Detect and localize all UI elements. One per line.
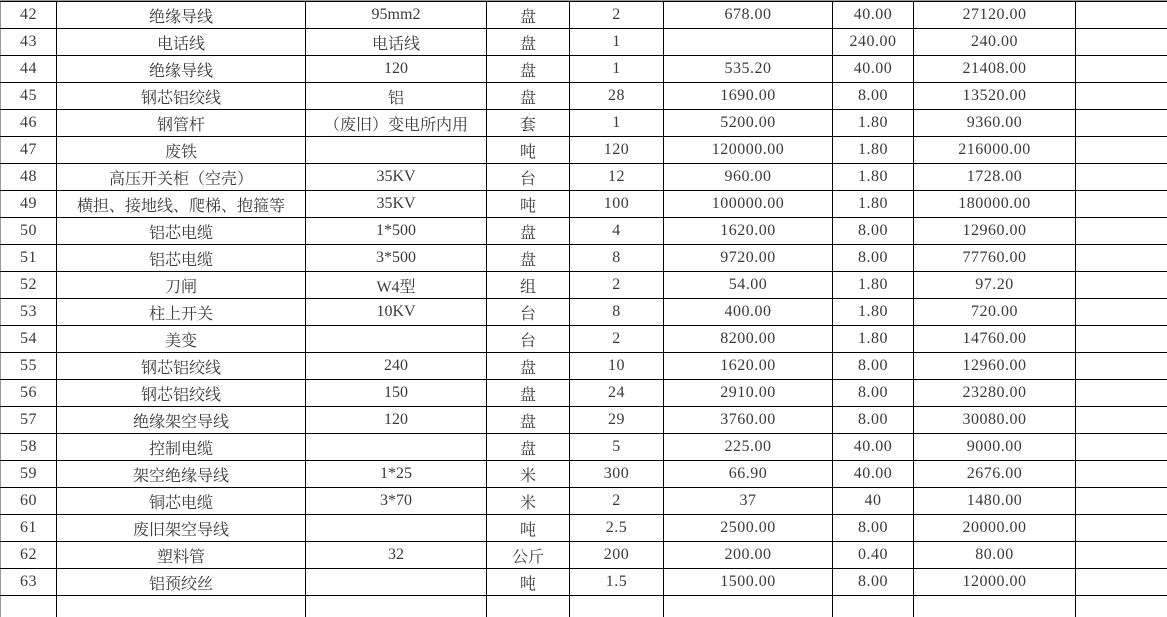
cell-blank (1076, 569, 1167, 596)
cell-unit: 盘 (487, 56, 570, 83)
cell-row-number: 58 (1, 434, 57, 461)
cell-amount: 2676.00 (914, 461, 1076, 488)
cell-row-number: 60 (1, 488, 57, 515)
cell-rate: 1.80 (833, 110, 914, 137)
cell-blank (1076, 2, 1167, 29)
cell-amount: 27120.00 (914, 2, 1076, 29)
cell-amount: 77760.00 (914, 245, 1076, 272)
cell-unit: 套 (487, 110, 570, 137)
cell-blank (1076, 272, 1167, 299)
cell-unit-price: 66.90 (664, 461, 833, 488)
cell-rate: 40.00 (833, 56, 914, 83)
cell-row-number: 46 (1, 110, 57, 137)
cell-quantity: 2 (570, 326, 664, 353)
cell-amount: 9360.00 (914, 110, 1076, 137)
cell-blank (1076, 353, 1167, 380)
cell-spec: 铝 (306, 83, 487, 110)
table-row (1, 29, 1167, 56)
table-row (1, 326, 1167, 353)
cell-unit-price (664, 596, 833, 617)
cell-unit-price: 37 (664, 488, 833, 515)
cell-item-name: 绝缘导线 (57, 56, 306, 83)
cell-blank (1076, 164, 1167, 191)
cell-amount: 21408.00 (914, 56, 1076, 83)
table-row (1, 569, 1167, 596)
cell-item-name: 绝缘导线 (57, 2, 306, 29)
cell-row-number: 47 (1, 137, 57, 164)
cell-row-number: 42 (1, 2, 57, 29)
cell-spec: 1*25 (306, 461, 487, 488)
cell-quantity: 1 (570, 29, 664, 56)
cell-amount: 30080.00 (914, 407, 1076, 434)
cell-item-name: 控制电缆 (57, 434, 306, 461)
cell-item-name: 美变 (57, 326, 306, 353)
cell-spec (306, 434, 487, 461)
cell-amount: 180000.00 (914, 191, 1076, 218)
cell-rate: 1.80 (833, 137, 914, 164)
cell-blank (1076, 110, 1167, 137)
cell-row-number: 45 (1, 83, 57, 110)
cell-unit: 吨 (487, 515, 570, 542)
cell-quantity: 100 (570, 191, 664, 218)
cell-item-name: 钢芯铝绞线 (57, 83, 306, 110)
table-row (1, 407, 1167, 434)
cell-rate: 1.80 (833, 272, 914, 299)
cell-blank (1076, 380, 1167, 407)
cell-unit: 盘 (487, 83, 570, 110)
cell-unit-price: 535.20 (664, 56, 833, 83)
cell-amount: 12960.00 (914, 218, 1076, 245)
cell-amount: 20000.00 (914, 515, 1076, 542)
partial-row-body (1, 596, 1167, 617)
table-row (1, 137, 1167, 164)
cell-quantity: 10 (570, 353, 664, 380)
cell-rate: 40.00 (833, 2, 914, 29)
table-row (1, 164, 1167, 191)
cell-amount: 9000.00 (914, 434, 1076, 461)
cell-amount: 14760.00 (914, 326, 1076, 353)
table-row (1, 83, 1167, 110)
cell-row-number: 43 (1, 29, 57, 56)
cell-item-name: 绝缘架空导线 (57, 407, 306, 434)
cell-unit: 吨 (487, 191, 570, 218)
cell-unit: 盘 (487, 380, 570, 407)
cell-blank (1076, 542, 1167, 569)
cell-unit-price: 1500.00 (664, 569, 833, 596)
cell-unit: 盘 (487, 218, 570, 245)
cell-unit-price: 8200.00 (664, 326, 833, 353)
cell-unit-price: 200.00 (664, 542, 833, 569)
table-row (1, 191, 1167, 218)
cell-spec (306, 326, 487, 353)
table-row (1, 272, 1167, 299)
cell-blank (1076, 299, 1167, 326)
cell-rate: 40.00 (833, 461, 914, 488)
cell-blank (1076, 326, 1167, 353)
cell-row-number: 48 (1, 164, 57, 191)
cell-row-number: 55 (1, 353, 57, 380)
cell-spec: 3*70 (306, 488, 487, 515)
table-row (1, 245, 1167, 272)
cell-row-number: 44 (1, 56, 57, 83)
cell-unit-price: 120000.00 (664, 137, 833, 164)
table-row (1, 2, 1167, 29)
cell-rate: 1.80 (833, 191, 914, 218)
cell-item-name: 柱上开关 (57, 299, 306, 326)
materials-table (0, 1, 1167, 617)
cell-quantity: 1.5 (570, 569, 664, 596)
table-row (1, 299, 1167, 326)
cell-row-number: 53 (1, 299, 57, 326)
cell-amount: 1480.00 (914, 488, 1076, 515)
cell-rate: 1.80 (833, 326, 914, 353)
cell-quantity: 8 (570, 299, 664, 326)
cell-quantity: 5 (570, 434, 664, 461)
cell-row-number: 57 (1, 407, 57, 434)
cell-blank (1076, 137, 1167, 164)
cell-spec: 10KV (306, 299, 487, 326)
cell-unit: 吨 (487, 137, 570, 164)
cell-unit (487, 596, 570, 617)
cell-spec (306, 569, 487, 596)
cell-row-number: 52 (1, 272, 57, 299)
cell-rate (833, 596, 914, 617)
cell-unit-price: 5200.00 (664, 110, 833, 137)
cell-unit: 台 (487, 326, 570, 353)
cell-blank (1076, 596, 1167, 617)
cell-quantity: 1 (570, 56, 664, 83)
cell-rate: 8.00 (833, 515, 914, 542)
cell-unit-price: 100000.00 (664, 191, 833, 218)
cell-item-name: 塑料管 (57, 542, 306, 569)
table-row (1, 515, 1167, 542)
cell-item-name: 高压开关柜（空壳） (57, 164, 306, 191)
cell-unit-price: 3760.00 (664, 407, 833, 434)
cell-rate: 8.00 (833, 407, 914, 434)
cell-rate: 8.00 (833, 245, 914, 272)
cell-unit-price: 225.00 (664, 434, 833, 461)
cell-amount: 97.20 (914, 272, 1076, 299)
cell-spec: 120 (306, 56, 487, 83)
table-row (1, 218, 1167, 245)
cell-item-name: 铝预绞丝 (57, 569, 306, 596)
cell-spec: 120 (306, 407, 487, 434)
cell-unit: 盘 (487, 353, 570, 380)
table-row (1, 380, 1167, 407)
partial-table-row (1, 596, 1167, 617)
cell-row-number: 51 (1, 245, 57, 272)
table-row (1, 110, 1167, 137)
cell-spec: （废旧）变电所内用 (306, 110, 487, 137)
cell-unit: 台 (487, 299, 570, 326)
cell-quantity: 1 (570, 110, 664, 137)
cell-amount: 720.00 (914, 299, 1076, 326)
cell-unit-price: 2910.00 (664, 380, 833, 407)
cell-item-name: 铝芯电缆 (57, 245, 306, 272)
cell-item-name: 铜芯电缆 (57, 488, 306, 515)
cell-spec: 35KV (306, 164, 487, 191)
cell-rate: 240.00 (833, 29, 914, 56)
cell-rate: 40 (833, 488, 914, 515)
cell-amount: 1728.00 (914, 164, 1076, 191)
cell-unit-price: 678.00 (664, 2, 833, 29)
table-row (1, 434, 1167, 461)
cell-unit-price: 54.00 (664, 272, 833, 299)
cell-blank (1076, 29, 1167, 56)
cell-unit: 盘 (487, 245, 570, 272)
cell-blank (1076, 83, 1167, 110)
cell-rate: 1.80 (833, 299, 914, 326)
cell-row-number: 63 (1, 569, 57, 596)
cell-spec (306, 515, 487, 542)
cell-row-number: 61 (1, 515, 57, 542)
cell-quantity: 300 (570, 461, 664, 488)
cell-unit: 盘 (487, 434, 570, 461)
cell-blank (1076, 461, 1167, 488)
cell-unit-price: 400.00 (664, 299, 833, 326)
cell-row-number: 59 (1, 461, 57, 488)
cell-item-name: 铝芯电缆 (57, 218, 306, 245)
table-row (1, 56, 1167, 83)
cell-amount: 240.00 (914, 29, 1076, 56)
cell-spec: 1*500 (306, 218, 487, 245)
cell-quantity: 2 (570, 2, 664, 29)
cell-amount: 13520.00 (914, 83, 1076, 110)
cell-spec (306, 596, 487, 617)
cell-item-name: 刀闸 (57, 272, 306, 299)
cell-rate: 8.00 (833, 83, 914, 110)
cell-amount: 80.00 (914, 542, 1076, 569)
cell-blank (1076, 56, 1167, 83)
cell-unit-price: 1620.00 (664, 353, 833, 380)
cell-unit: 盘 (487, 2, 570, 29)
cell-spec: 3*500 (306, 245, 487, 272)
cell-unit-price: 1690.00 (664, 83, 833, 110)
cell-row-number: 49 (1, 191, 57, 218)
cell-spec: 电话线 (306, 29, 487, 56)
cell-spec: 32 (306, 542, 487, 569)
cell-blank (1076, 488, 1167, 515)
table-row (1, 488, 1167, 515)
cell-unit-price: 9720.00 (664, 245, 833, 272)
cell-unit: 组 (487, 272, 570, 299)
cell-quantity: 2 (570, 488, 664, 515)
cell-unit-price: 2500.00 (664, 515, 833, 542)
cell-spec (306, 137, 487, 164)
cell-rate: 8.00 (833, 380, 914, 407)
cell-item-name: 架空绝缘导线 (57, 461, 306, 488)
cell-row-number: 56 (1, 380, 57, 407)
cell-blank (1076, 515, 1167, 542)
cell-unit-price: 1620.00 (664, 218, 833, 245)
cell-amount: 12960.00 (914, 353, 1076, 380)
cell-quantity: 2.5 (570, 515, 664, 542)
table-row (1, 542, 1167, 569)
cell-blank (1076, 407, 1167, 434)
cell-blank (1076, 218, 1167, 245)
cell-item-name: 钢芯铝绞线 (57, 353, 306, 380)
cell-blank (1076, 434, 1167, 461)
cell-quantity: 12 (570, 164, 664, 191)
cell-item-name: 钢芯铝绞线 (57, 380, 306, 407)
cell-spec: 150 (306, 380, 487, 407)
cell-row-number: 50 (1, 218, 57, 245)
cell-unit: 盘 (487, 407, 570, 434)
cell-rate: 40.00 (833, 434, 914, 461)
table-row (1, 353, 1167, 380)
cell-blank (1076, 245, 1167, 272)
cell-row-number (1, 596, 57, 617)
cell-row-number: 54 (1, 326, 57, 353)
cell-spec: 95mm2 (306, 2, 487, 29)
cell-quantity: 24 (570, 380, 664, 407)
cell-rate: 8.00 (833, 569, 914, 596)
cell-unit: 盘 (487, 29, 570, 56)
cell-item-name (57, 596, 306, 617)
cell-spec: 240 (306, 353, 487, 380)
cell-item-name: 废旧架空导线 (57, 515, 306, 542)
cell-quantity: 8 (570, 245, 664, 272)
cell-rate: 8.00 (833, 218, 914, 245)
cell-blank (1076, 191, 1167, 218)
cell-amount (914, 596, 1076, 617)
cell-rate: 8.00 (833, 353, 914, 380)
cell-unit: 米 (487, 488, 570, 515)
cell-unit: 台 (487, 164, 570, 191)
cell-unit-price (664, 29, 833, 56)
cell-quantity: 120 (570, 137, 664, 164)
cell-amount: 12000.00 (914, 569, 1076, 596)
cell-item-name: 钢管杆 (57, 110, 306, 137)
table-body (1, 2, 1167, 596)
cell-amount: 216000.00 (914, 137, 1076, 164)
cell-quantity: 200 (570, 542, 664, 569)
cell-item-name: 电话线 (57, 29, 306, 56)
cell-unit-price: 960.00 (664, 164, 833, 191)
cell-unit: 公斤 (487, 542, 570, 569)
table-row (1, 461, 1167, 488)
cell-spec: 35KV (306, 191, 487, 218)
cell-quantity: 2 (570, 272, 664, 299)
cell-rate: 0.40 (833, 542, 914, 569)
cell-row-number: 62 (1, 542, 57, 569)
cell-item-name: 横担、接地线、爬梯、抱箍等 (57, 191, 306, 218)
cell-quantity: 29 (570, 407, 664, 434)
cell-quantity (570, 596, 664, 617)
cell-quantity: 4 (570, 218, 664, 245)
cell-quantity: 28 (570, 83, 664, 110)
cell-spec: W4型 (306, 272, 487, 299)
cell-rate: 1.80 (833, 164, 914, 191)
cell-amount: 23280.00 (914, 380, 1076, 407)
cell-unit: 米 (487, 461, 570, 488)
cell-unit: 吨 (487, 569, 570, 596)
cell-item-name: 废铁 (57, 137, 306, 164)
